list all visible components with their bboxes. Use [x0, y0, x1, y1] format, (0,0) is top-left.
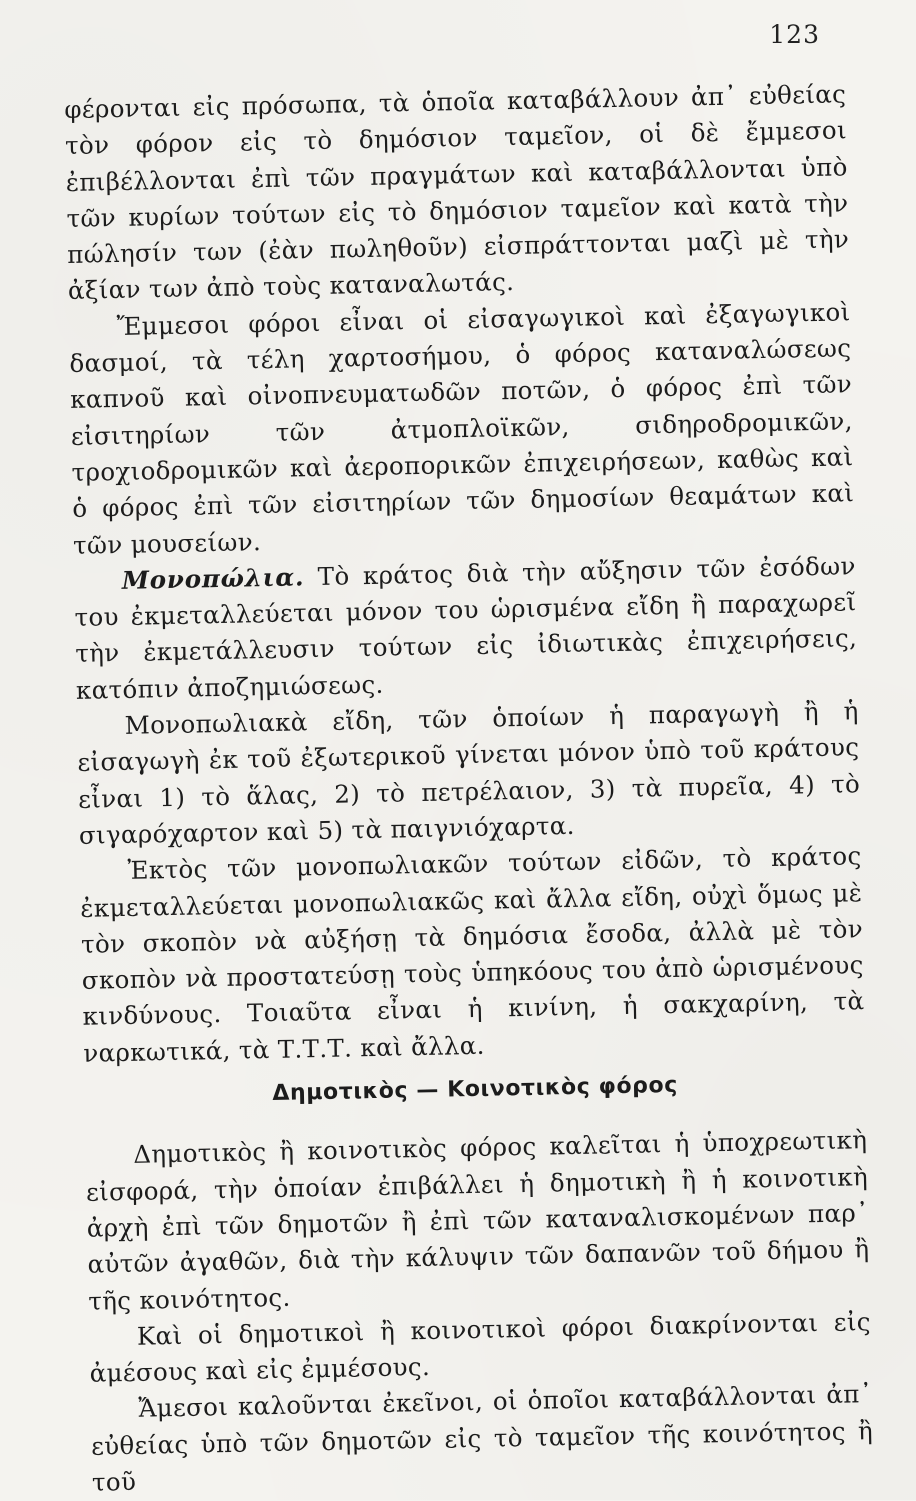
section-heading-municipal-tax: Δημοτικὸς — Κοινοτικὸς φόρος — [272, 1072, 679, 1107]
paragraph-monopolies — [73, 548, 858, 709]
paragraph-monopolies-text: Τὸ κράτος διὰ τὴν αὔξησιν τῶν ἐσόδων του ἐκμεταλλεύεται μόνον του ὡρισμένα εἴδη ἢ παραχωρεῖ τὴν ἐκμετάλλευσιν τούτων εἰς ἰδιωτικὰς ἐπιχειρήσεις, κατόπιν ἀποζημιώσεως. — [74, 551, 858, 705]
paragraph-indirect-taxes-list: Ἔμμεσοι φόροι εἶναι οἱ εἰσαγωγικοὶ καὶ ἐξαγωγικοὶ δασμοί, τὰ τέλη χαρτοσήμου, ὁ φόρος καταναλώσεως καπνοῦ καὶ οἰνοπνευματωδῶν ποτῶν, ὁ φόρος ἐπὶ τῶν εἰσιτηρίων τῶν ἀτμοπλοϊκῶν, σιδηροδρομικῶν, τροχιοδρομικῶν καὶ ἀεροπορικῶν ἐπιχειρήσεων, καθὼς καὶ ὁ φόρος ἐπὶ τῶν εἰσιτηρίων τῶν δημοσίων θεαμάτων καὶ τῶν μουσείων. — [69, 297, 855, 560]
paragraph-municipal-tax-definition: Δημοτικὸς ἢ κοινοτικὸς φόρος καλεῖται ἡ ὑποχρεωτικὴ εἰσφορά, τὴν ὁποίαν ἐπιβάλλει ἡ δημοτικὴ ἢ ἡ κοινοτικὴ ἀρχὴ ἐπὶ τῶν δημοτῶν ἢ ἐπὶ τῶν καταναλισκομένων παρ᾿ αὐτῶν ἀγαθῶν, διὰ τὴν κάλυψιν τῶν δαπανῶν τοῦ δήμου ἢ τῆς κοινότητος. — [85, 1125, 870, 1316]
body-text — [64, 76, 874, 1501]
paragraph-municipal-tax-classes: Καὶ οἱ δημοτικοὶ ἢ κοινοτικοὶ φόροι διακρίνονται εἰς ἀμέσους καὶ εἰς ἐμμέσους. — [89, 1306, 872, 1388]
paragraph-protective-monopolies: Ἐκτὸς τῶν μονοπωλιακῶν τούτων εἰδῶν, τὸ κράτος ἐκμεταλλεύεται μονοπωλιακῶς καὶ ἄλλα εἴδη, οὐχὶ ὅμως μὲ τὸν σκοπὸν νὰ αὐξήσῃ τὰ δημόσια ἔσοδα, ἀλλὰ μὲ τὸν σκοπὸν νὰ προστατεύσῃ τοὺς ὑπηκόους του ἀπὸ ὡρισμένους κινδύνους. Τοιαῦτα εἶναι ἡ κινίνη, ἡ σακχαρίνη, τὰ ναρκωτικά, τὰ Τ.Τ.Τ. καὶ ἄλλα. — [80, 841, 865, 1068]
paragraph-direct-indirect-taxes-continued: φέρονται εἰς πρόσωπα, τὰ ὁποῖα καταβάλλουν ἀπ᾿ εὐθείας τὸν φόρον εἰς τὸ δημόσιον ταμεῖον, οἱ δὲ ἔμμεσοι ἐπιβέλλονται ἐπὶ τῶν πραγμάτων καὶ καταβάλλονται ὑπὸ τῶν κυρίων τούτων εἰς τὸ δημόσιον ταμεῖον καὶ κατὰ τὴν πώλησίν των (ἐὰν πωληθοῦν) εἰσπράττονται μαζὶ μὲ τὴν ἀξίαν των ἀπὸ τοὺς καταναλωτάς. — [64, 79, 850, 306]
page-number: 123 — [769, 20, 820, 49]
paragraph-monopoly-goods: Μονοπωλιακὰ εἴδη, τῶν ὁποίων ἡ παραγωγὴ ἢ ἡ εἰσαγωγὴ ἐκ τοῦ ἐξωτερικοῦ γίνεται μόνον ὑπὸ τοῦ κράτους εἶναι 1) τὸ ἅλας, 2) τὸ πετρέλαιον, 3) τὰ πυρεῖα, 4) τὸ σιγαρόχαρτον καὶ 5) τὰ παιγνιόχαρτα. — [77, 696, 861, 850]
run-in-heading-monopolies: Μονοπώλια. — [121, 562, 305, 595]
paragraph-direct-municipal-taxes: Ἄμεσοι καλοῦνται ἐκεῖνοι, οἱ ὁποῖοι καταβάλλονται ἀπ᾿ εὐθείας ὑπὸ τῶν δημοτῶν εἰς τὸ ταμεῖον τῆς κοινότητος ἢ τοῦ — [90, 1379, 874, 1497]
